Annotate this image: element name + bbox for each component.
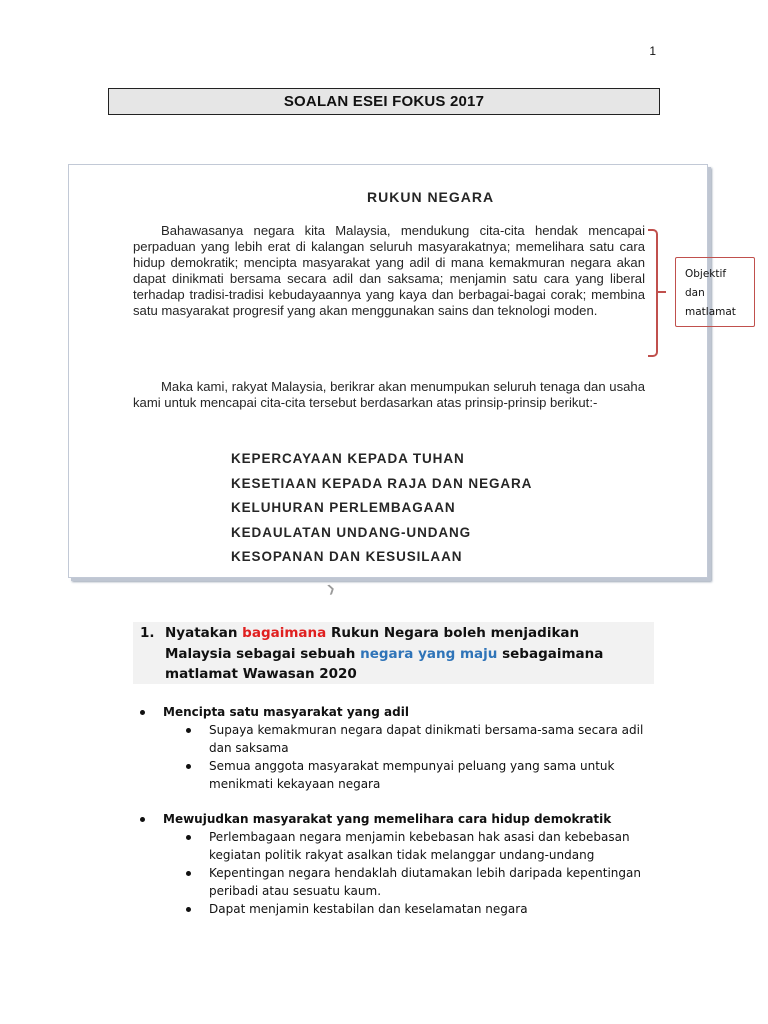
question-number: 1.	[140, 625, 155, 641]
rukun-negara-image	[68, 164, 708, 578]
bracket-pointer	[658, 291, 666, 293]
principles-list	[231, 447, 591, 570]
page-title-text: SOALAN ESEI FOKUS 2017	[283, 93, 485, 110]
curly-bracket-annotation	[648, 229, 658, 357]
question-highlight-developed-nation: negara yang maju	[360, 645, 498, 662]
section-heading: Mencipta satu masyarakat yang adil	[137, 703, 657, 721]
annotation-line-3: matlamat	[685, 306, 736, 318]
page-number: 1	[649, 44, 656, 58]
annotation-line-1: Objektif	[685, 268, 727, 280]
rukun-negara-paragraph-2: Maka kami, rakyat Malaysia, berikrar akan menumpukan seluruh tenaga dan usaha kami untuk mencapai cita-cita tersebut berdasarkan atas prinsip-prinsip berikut:-	[133, 379, 645, 410]
list-item: Semua anggota masyarakat mempunyai peluang yang sama untuk menikmati kekayaan negara	[183, 757, 657, 793]
page-title	[108, 88, 660, 115]
principle-item: KEPERCAYAAN KEPADA TUHAN	[231, 451, 465, 466]
principle-item: KELUHURAN PERLEMBAGAAN	[231, 500, 456, 515]
answer-section-2	[137, 810, 657, 918]
list-item: Dapat menjamin kestabilan dan keselamatan negara	[183, 900, 657, 918]
principle-item: KEDAULATAN UNDANG-UNDANG	[231, 524, 472, 540]
answer-section-1	[137, 703, 657, 793]
list-item: Perlembagaan negara menjamin kebebasan hak asasi dan kebebasan kegiatan politik rakyat asalkan tidak melanggar undang-undang	[183, 828, 657, 864]
principle-item: KESETIAAN KEPADA RAJA DAN NEGARA	[231, 475, 533, 491]
principle-item: KESOPANAN DAN KESUSILAAN	[231, 549, 463, 564]
section-heading: Mewujudkan masyarakat yang memelihara cara hidup demokratik	[137, 810, 657, 828]
annotation-note	[675, 257, 755, 327]
section-points	[137, 721, 657, 793]
question-part-3: sebagaimana matlamat Wawasan 2020	[165, 645, 604, 682]
question-highlight-how: bagaimana	[242, 625, 327, 641]
question-text	[165, 623, 645, 685]
question-box	[133, 622, 654, 684]
section-points	[137, 828, 657, 918]
question-part-1: Nyatakan	[165, 625, 243, 641]
list-item: Kepentingan negara hendaklah diutamakan lebih daripada kepentingan peribadi atau sesuatu kaum.	[183, 864, 657, 900]
annotation-line-2: dan	[685, 287, 705, 299]
rukun-negara-paragraph-1: Bahawasanya negara kita Malaysia, mendukung cita-cita hendak mencapai perpaduan yang lebih erat di kalangan seluruh masyarakatnya; memelihara satu cara hidup demokratik; mencipta masyarakat yang adil di mana kemakmuran negara akan dapat dinikmati bersama secara adil dan saksama; menjamin satu cara yang liberal terhadap tradisi-tradisi kebudayaannya yang kaya dan berbagai-bagai corak; membina satu masyarakat progresif yang akan menggunakan sains dan teknologi moden.	[133, 223, 645, 318]
scroll-indicator-icon: ❯	[325, 583, 337, 596]
question-part-2: Rukun Negara boleh menjadikan Malaysia sebagai sebuah	[165, 625, 580, 662]
list-item: Supaya kemakmuran negara dapat dinikmati bersama-sama secara adil dan saksama	[183, 721, 657, 757]
rukun-negara-heading: RUKUN NEGARA	[367, 189, 495, 205]
